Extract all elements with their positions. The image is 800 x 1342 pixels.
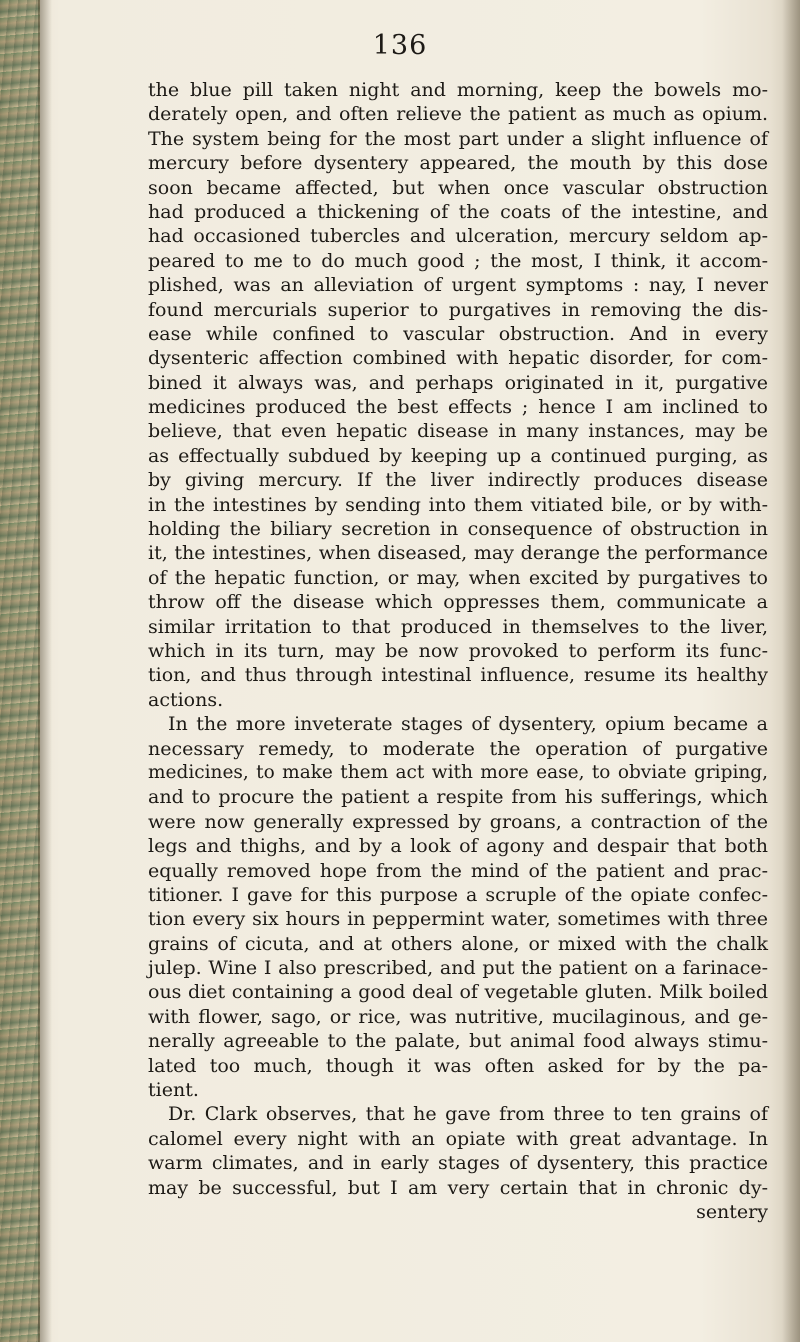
text-line: necessary remedy, to moderate the operation of purgative <box>148 737 768 760</box>
text-line: which in its turn, may be now provoked to perform its func- <box>148 639 768 662</box>
text-line: legs and thighs, and by a look of agony and despair that both <box>148 835 768 858</box>
text-line: medicines, to make them act with more ease, to obviate griping, <box>148 761 768 783</box>
text-line: dysenteric affection combined with hepatic disorder, for com- <box>148 347 768 370</box>
text-line: bined it always was, and perhaps originated in it, purgative <box>148 371 768 394</box>
text-line: as effectually subdued by keeping up a continued purging, as <box>148 444 768 467</box>
text-line: and to procure the patient a respite from his sufferings, which <box>148 786 768 809</box>
text-line: equally removed hope from the mind of the patient and prac- <box>148 859 768 882</box>
text-line: it, the intestines, when diseased, may derange the performance <box>148 542 768 565</box>
text-line: found mercurials superior to purgatives in removing the dis- <box>148 298 768 321</box>
text-line: throw off the disease which oppresses them, communicate a <box>148 591 768 614</box>
gutter-shadow <box>38 0 52 1342</box>
text-line: tion every six hours in peppermint water, sometimes with three <box>148 908 768 931</box>
page-edge-shadow <box>782 0 800 1342</box>
text-line: plished, was an alleviation of urgent symptoms : nay, I never <box>148 274 768 297</box>
text-line: similar irritation to that produced in themselves to the liver, <box>148 615 768 638</box>
text-line: medicines produced the best effects ; hence I am inclined to <box>148 396 768 419</box>
text-line: with flower, sago, or rice, was nutritive, mucilaginous, and ge- <box>148 1005 768 1028</box>
text-line: mercury before dysentery appeared, the mouth by this dose <box>148 152 768 175</box>
text-line: ease while confined to vascular obstruction. And in every <box>148 322 768 345</box>
text-line: tient. <box>148 1079 199 1102</box>
text-line: peared to me to do much good ; the most, I think, it accom- <box>148 249 768 272</box>
text-line: julep. Wine I also prescribed, and put the patient on a farinace- <box>148 957 768 980</box>
text-line: may be successful, but I am very certain that in chronic dy- <box>148 1176 768 1199</box>
text-line: lated too much, though it was often asked for by the pa- <box>148 1054 768 1077</box>
text-line: The system being for the most part under a slight influence of <box>148 127 768 150</box>
text-line: had produced a thickening of the coats of the intestine, and <box>148 200 768 223</box>
body-text <box>148 78 768 1224</box>
text-line: titioner. I gave for this purpose a scruple of the opiate confec- <box>148 883 768 906</box>
text-line: soon became affected, but when once vascular obstruction <box>148 176 768 199</box>
text-line: of the hepatic function, or may, when excited by purgatives to <box>148 566 768 589</box>
text-line: warm climates, and in early stages of dysentery, this practice <box>148 1152 768 1175</box>
text-line: believe, that even hepatic disease in many instances, may be <box>148 420 768 443</box>
text-line: calomel every night with an opiate with great advantage. In <box>148 1127 768 1150</box>
text-line: were now generally expressed by groans, a contraction of the <box>148 810 768 833</box>
text-line: by giving mercury. If the liver indirectly produces disease <box>148 469 768 492</box>
text-line: had occasioned tubercles and ulceration, mercury seldom ap- <box>148 225 768 248</box>
text-line: tion, and thus through intestinal influence, resume its healthy <box>148 664 768 687</box>
text-line: nerally agreeable to the palate, but animal food always stimu- <box>148 1030 768 1053</box>
page-number: 136 <box>372 30 428 61</box>
text-line: In the more inveterate stages of dysentery, opium became a <box>168 713 768 736</box>
book-spine-shadow <box>0 0 40 1342</box>
text-line: grains of cicuta, and at others alone, or mixed with the chalk <box>148 932 768 955</box>
text-line: actions. <box>148 688 224 711</box>
text-line: ous diet containing a good deal of vegetable gluten. Milk boiled <box>148 981 768 1004</box>
text-line: the blue pill taken night and morning, keep the bowels mo- <box>148 79 768 101</box>
catchword: sentery <box>696 1200 768 1223</box>
text-line: holding the biliary secretion in consequence of obstruction in <box>148 518 768 541</box>
text-line: derately open, and often relieve the patient as much as opium. <box>148 103 768 126</box>
text-line: in the intestines by sending into them vitiated bile, or by with- <box>148 493 768 516</box>
text-line: Dr. Clark observes, that he gave from three to ten grains of <box>168 1103 768 1126</box>
